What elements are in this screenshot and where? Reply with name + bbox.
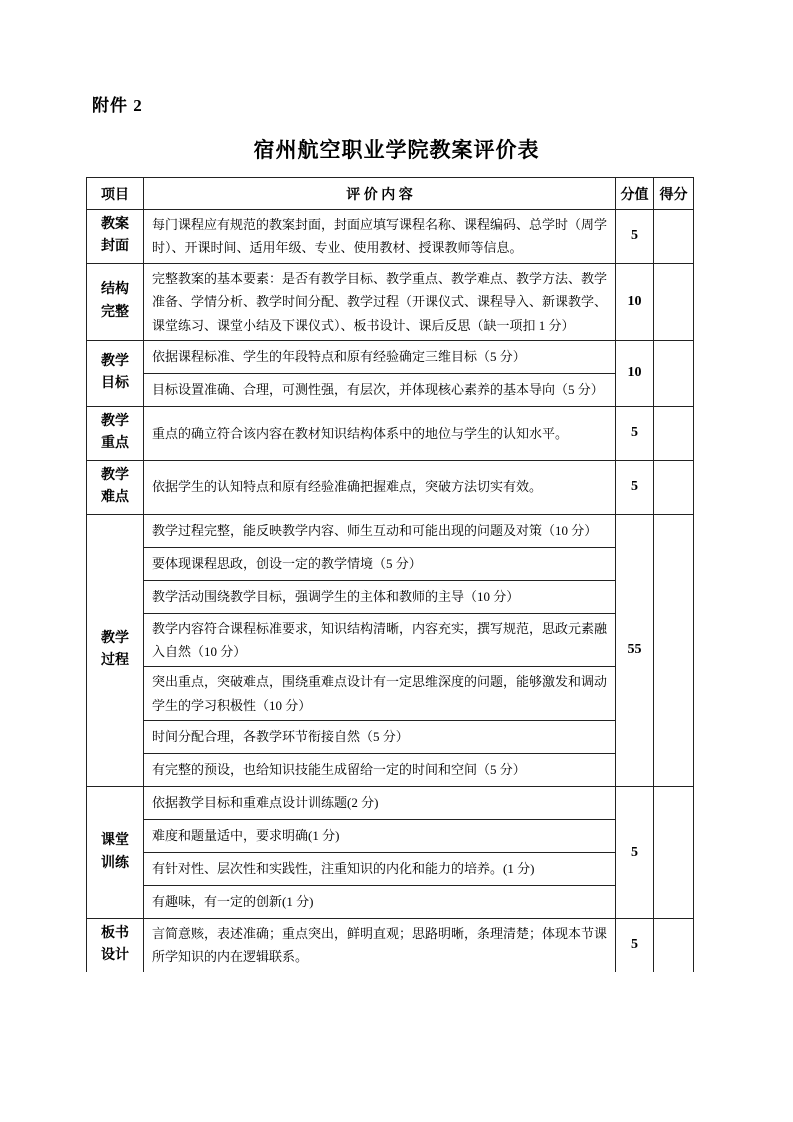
column-header-score: 分值 <box>616 178 654 210</box>
score-value: 55 <box>616 514 654 787</box>
table-row <box>87 460 694 514</box>
criterion-text: 难度和题量适中，要求明确(1 分) <box>144 820 616 853</box>
item-label-line: 教案 <box>101 217 129 232</box>
item-label-line: 教学 <box>101 630 129 646</box>
table-row <box>87 787 694 919</box>
table-row <box>87 406 694 460</box>
criterion-text: 教学过程完整，能反映教学内容、师生互动和可能出现的问题及对策（10 分） <box>144 514 616 547</box>
criterion-text: 每门课程应有规范的教案封面，封面应填写课程名称、课程编码、总学时（周学时）、开课时间、适用年级、专业、使用教材、授课教师等信息。 <box>144 210 616 264</box>
score-value: 5 <box>616 460 654 514</box>
score-value: 5 <box>616 406 654 460</box>
item-label <box>87 919 144 972</box>
item-label <box>87 340 144 406</box>
item-label-line: 过程 <box>101 653 129 669</box>
column-header-item: 项目 <box>87 178 144 210</box>
item-label-line: 完整 <box>101 304 129 320</box>
earned-score-cell <box>654 460 694 514</box>
item-label <box>87 263 144 340</box>
item-label-line: 课堂 <box>101 833 129 849</box>
criterion-text: 教学内容符合课程标准要求，知识结构清晰，内容充实，撰写规范，思政元素融入自然（10 分） <box>144 613 616 667</box>
item-label-line: 结构 <box>101 282 129 298</box>
score-value: 5 <box>616 919 654 972</box>
item-label-line: 教学 <box>101 467 129 483</box>
item-label-line: 设计 <box>101 948 129 964</box>
table-row <box>87 340 694 406</box>
criterion-text: 突出重点，突破难点，围绕重难点设计有一定思维深度的问题，能够激发和调动学生的学习积极性（10 分） <box>144 667 616 721</box>
item-label-line: 重点 <box>101 436 129 452</box>
table-header <box>87 178 694 210</box>
item-label-line: 板书 <box>101 926 129 942</box>
item-label-line: 教学 <box>101 354 129 370</box>
attachment-label: 附件 2 <box>92 96 143 115</box>
item-label <box>87 460 144 514</box>
item-label-line: 难点 <box>101 490 129 506</box>
criterion-text: 依据学生的认知特点和原有经验准确把握难点，突破方法切实有效。 <box>144 460 616 514</box>
evaluation-table <box>86 177 694 972</box>
score-value: 10 <box>616 340 654 406</box>
earned-score-cell <box>654 919 694 972</box>
earned-score-cell <box>654 787 694 919</box>
criterion-text: 目标设置准确、合理，可测性强，有层次，并体现核心素养的基本导向（5 分） <box>144 373 616 406</box>
criterion-text: 有趣味，有一定的创新(1 分) <box>144 886 616 919</box>
item-label-line: 封面 <box>101 239 129 255</box>
criterion-text: 完整教案的基本要素：是否有教学目标、教学重点、教学难点、教学方法、教学准备、学情分析、教学时间分配、教学过程（开课仪式、课程导入、新课教学、课堂练习、课堂小结及下课仪式）、板书设计、课后反思（缺一项扣 1 分） <box>144 263 616 340</box>
item-label <box>87 787 144 919</box>
table-row <box>87 263 694 340</box>
table-row <box>87 919 694 972</box>
item-label <box>87 514 144 787</box>
criterion-text: 教学活动围绕教学目标，强调学生的主体和教师的主导（10 分） <box>144 580 616 613</box>
criterion-text: 重点的确立符合该内容在教材知识结构体系中的地位与学生的认知水平。 <box>144 406 616 460</box>
item-label <box>87 210 144 264</box>
criterion-text: 有针对性、层次性和实践性，注重知识的内化和能力的培养。(1 分) <box>144 853 616 886</box>
item-label-line: 目标 <box>101 376 129 392</box>
score-value: 5 <box>616 787 654 919</box>
criterion-text: 依据教学目标和重难点设计训练题(2 分) <box>144 787 616 820</box>
table-row <box>87 210 694 264</box>
column-header-content: 评 价 内 容 <box>144 178 616 210</box>
criterion-text: 言简意赅，表述准确；重点突出，鲜明直观；思路明晰，条理清楚；体现本节课所学知识的内在逻辑联系。 <box>144 919 616 972</box>
item-label-line: 教学 <box>101 413 129 429</box>
criterion-text: 有完整的预设，也给知识技能生成留给一定的时间和空间（5 分） <box>144 754 616 787</box>
score-value: 10 <box>616 263 654 340</box>
criterion-text: 依据课程标准、学生的年段特点和原有经验确定三维目标（5 分） <box>144 340 616 373</box>
earned-score-cell <box>654 406 694 460</box>
column-header-earned: 得分 <box>654 178 694 210</box>
earned-score-cell <box>654 340 694 406</box>
criterion-text: 要体现课程思政，创设一定的教学情境（5 分） <box>144 547 616 580</box>
table-row <box>87 514 694 787</box>
score-value: 5 <box>616 210 654 264</box>
criterion-text: 时间分配合理，各教学环节衔接自然（5 分） <box>144 721 616 754</box>
earned-score-cell <box>654 514 694 787</box>
earned-score-cell <box>654 210 694 264</box>
item-label <box>87 406 144 460</box>
earned-score-cell <box>654 263 694 340</box>
item-label-line: 训练 <box>101 855 129 871</box>
page-title: 宿州航空职业学院教案评价表 <box>253 138 540 162</box>
